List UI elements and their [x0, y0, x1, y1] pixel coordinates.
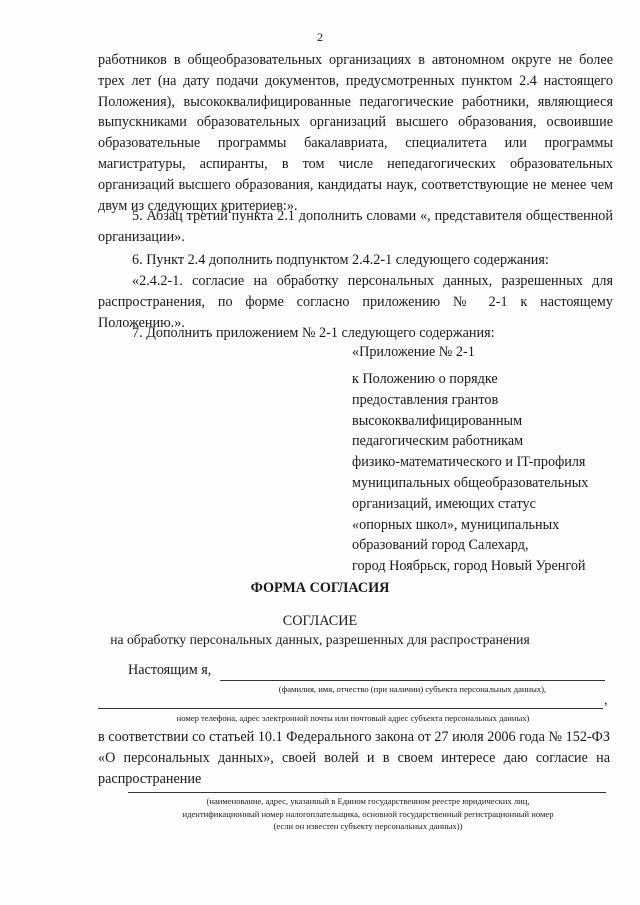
name-fill-line[interactable] [220, 680, 605, 681]
paragraph-6: 6. Пункт 2.4 дополнить подпунктом 2.4.2-1 следующего содержания: [132, 252, 549, 268]
paragraph-7: 7. Дополнить приложением № 2-1 следующего содержания: [132, 325, 495, 341]
contacts-fill-line[interactable] [98, 708, 603, 709]
contacts-comma: , [604, 693, 608, 708]
appendix-line: высококвалифицированным [352, 412, 523, 429]
consent-subtitle: на обработку персональных данных, разрешенных для распространения [110, 632, 530, 647]
appendix-line: «опорных школ», муниципальных [352, 516, 560, 533]
organization-fill-line[interactable] [128, 792, 606, 793]
organization-hint-line: идентификационный номер налогоплательщика, основной государственный регистрационный номер [182, 808, 554, 819]
page-number: 2 [317, 30, 323, 44]
appendix-line: педагогическим работникам [352, 433, 524, 450]
form-title: ФОРМА СОГЛАСИЯ [250, 580, 390, 596]
appendix-block [352, 369, 622, 577]
consent-body: в соответствии со статьей 10.1 Федерального закона от 27 июля 2006 года № 152-ФЗ «О персональных данных», своей волей и в своем интересе даю согласие на распространение [98, 729, 610, 787]
intro-text: Настоящим я, [128, 662, 212, 678]
appendix-line: предоставления грантов [352, 391, 499, 408]
appendix-heading: «Приложение № 2-1 [352, 344, 475, 360]
appendix-line: физико-математического и IT-профиля [352, 454, 586, 471]
organization-hint-line: (если он известен субъекту персональных данных)) [273, 821, 463, 831]
organization-hint [98, 795, 638, 833]
contacts-hint: номер телефона, адрес электронной почты или почтовый адрес субъекта персональных данных) [176, 713, 530, 723]
organization-hint-line: (наименование, адрес, указанный в Едином государственном реестре юридических лиц, [206, 796, 530, 806]
appendix-line: город Ноябрьск, город Новый Уренгой [352, 558, 586, 575]
paragraph-5: 5. Абзац третий пункта 2.1 дополнить словами «, представителя общественной организации». [98, 208, 613, 245]
appendix-line: образований город Салехард, [352, 537, 529, 554]
paragraph-continuation: работников в общеобразовательных организациях в автономном округе не более трех лет (на дату подачи документов, предусмотренных пунктом 2.4 настоящего Положения), высококвалифицированные педагогические работники, являющиеся выпускниками образовательных организаций высшего образования, освоившие образовательные программы бакалавриата, специалитета или программы магистратуры, аспиранты, в том числе непедагогических образовательных организаций высшего образования, кандидаты наук, соответствующие не менее чем двум из следующих критериев:». [98, 52, 613, 214]
consent-title: СОГЛАСИЕ [282, 613, 358, 629]
name-hint: (фамилия, имя, отчество (при наличии) субъекта персональных данных), [278, 684, 547, 694]
appendix-line: организаций, имеющих статус [352, 495, 536, 512]
paragraph-6-quote: «2.4.2-1. согласие на обработку персональных данных, разрешенных для распространения, по форме согласно приложению № 2-1 к настоящему Положению.». [98, 273, 613, 331]
appendix-line: муниципальных общеобразовательных [352, 474, 589, 491]
appendix-line: к Положению о порядке [352, 371, 498, 387]
